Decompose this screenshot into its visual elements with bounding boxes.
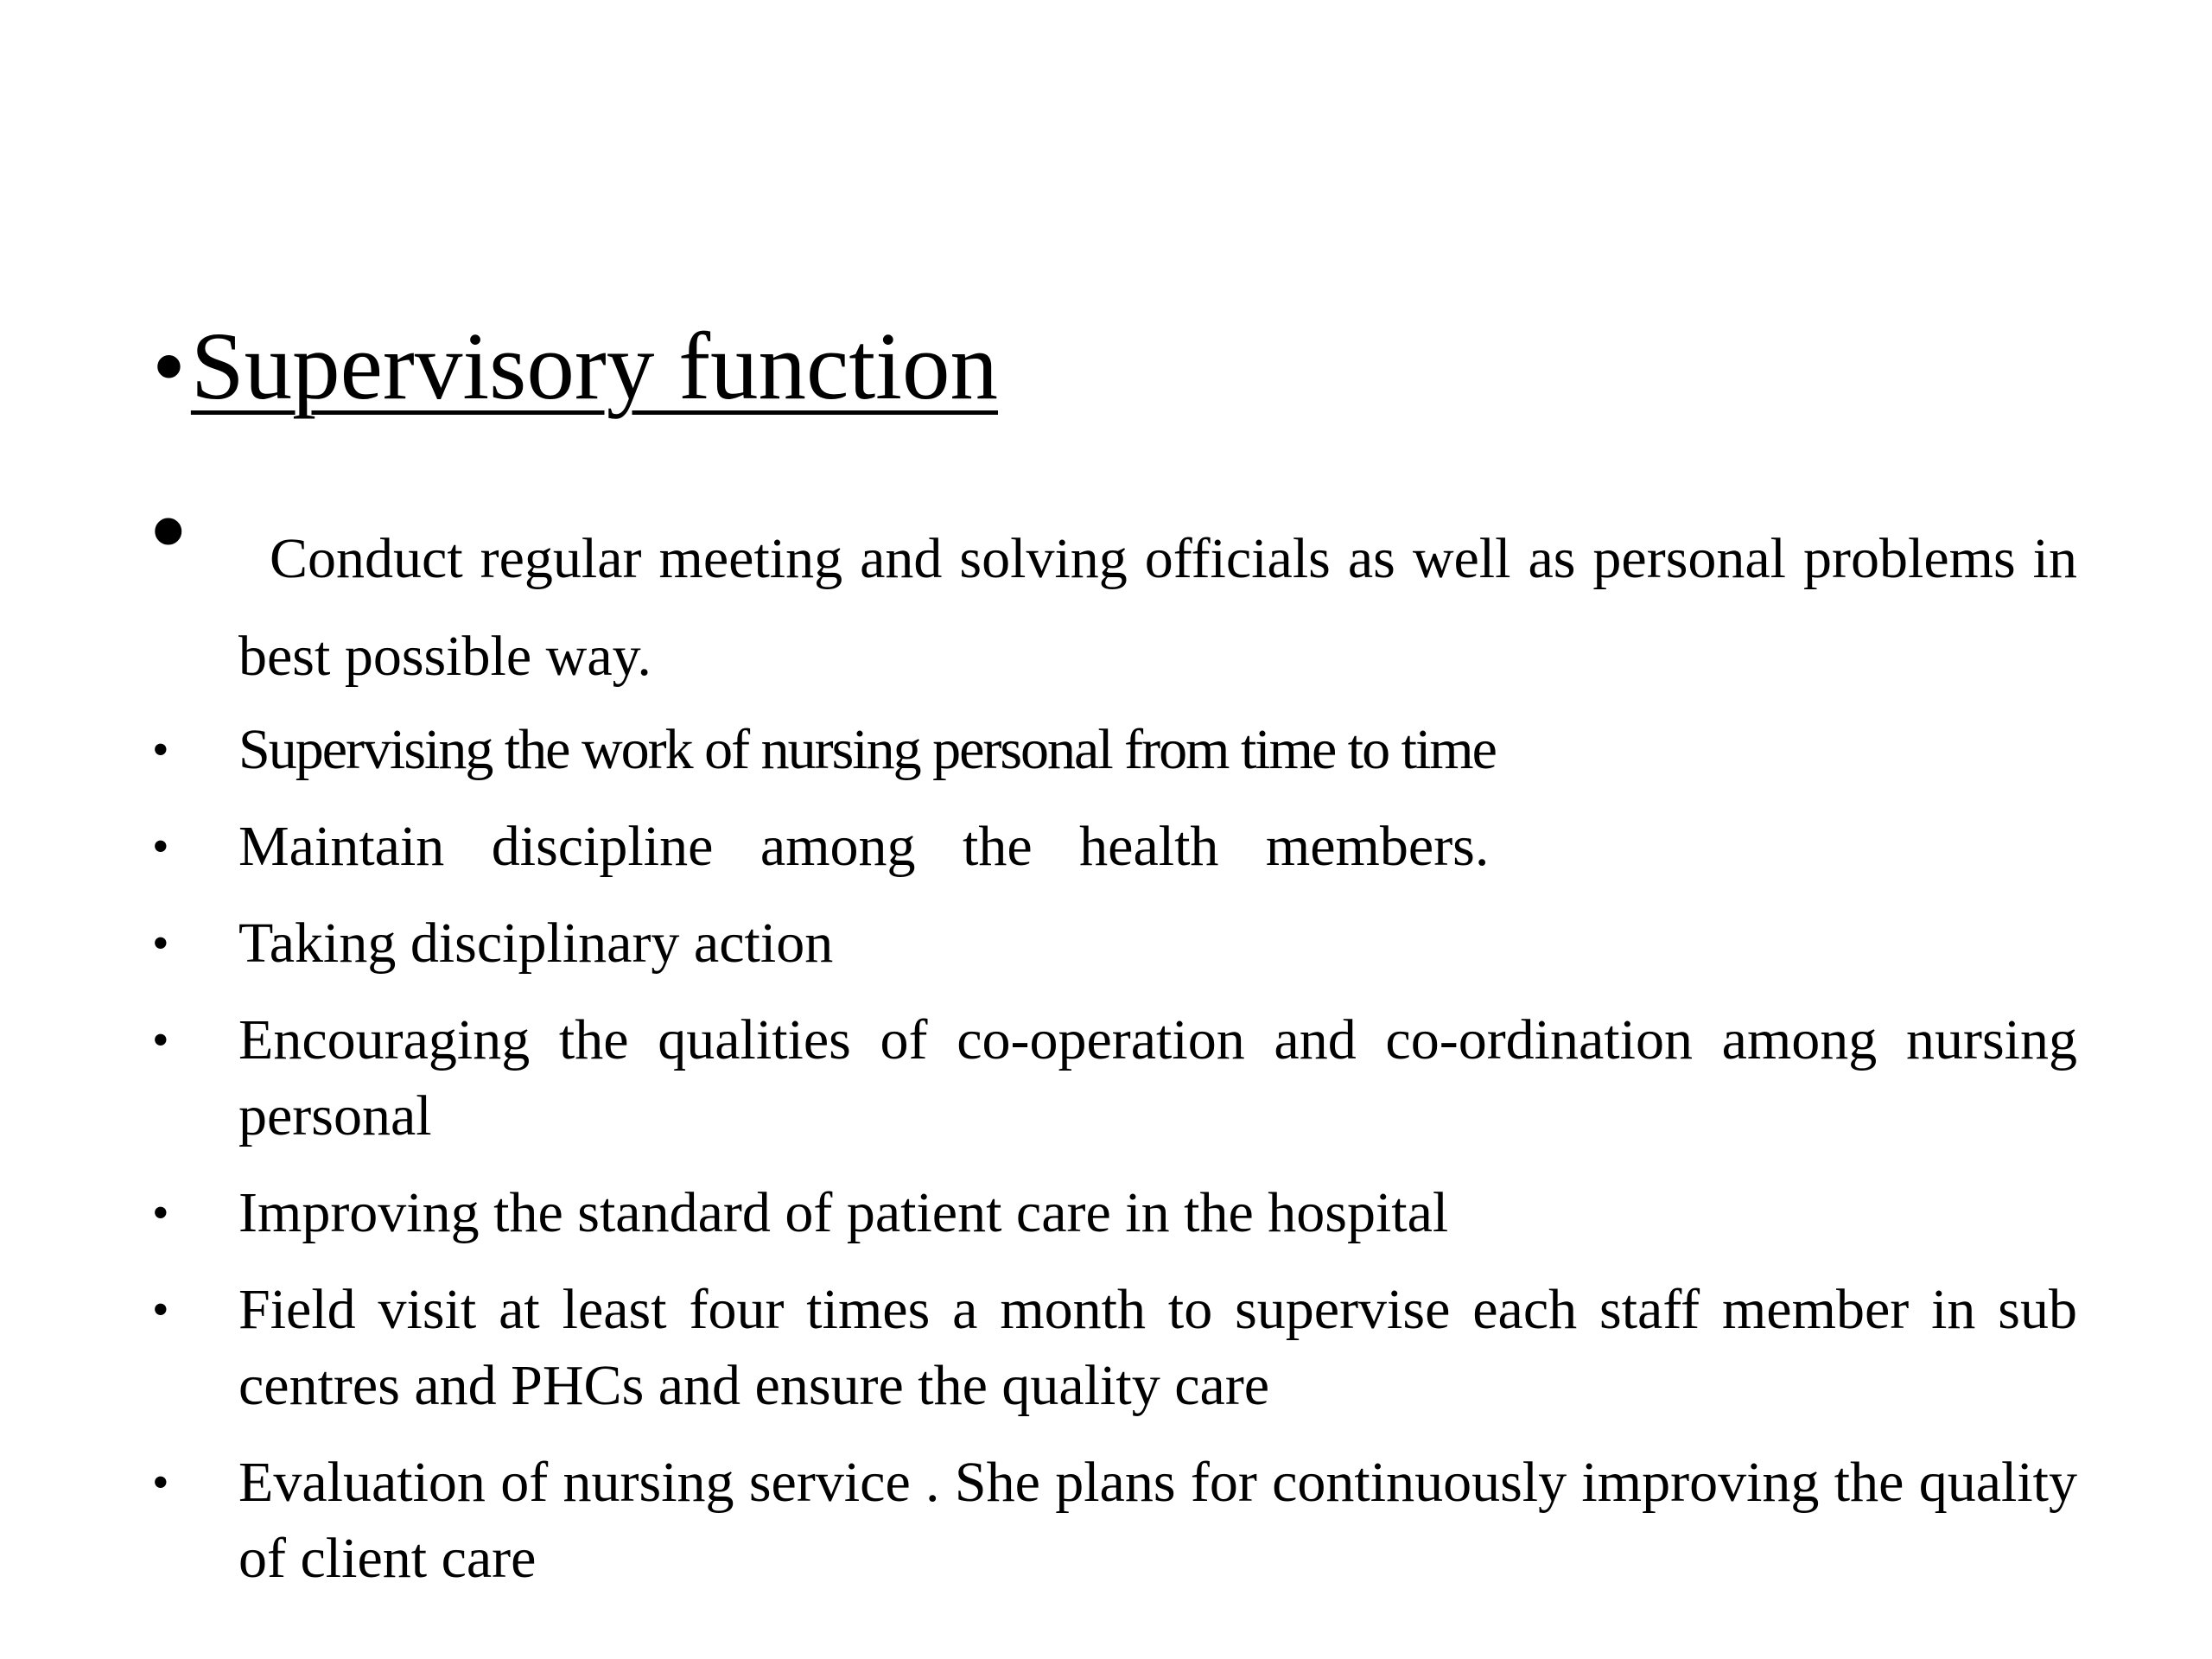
- list-bullet: •: [152, 1014, 169, 1067]
- list-item-text: Maintain discipline among the health members.: [238, 815, 1490, 878]
- heading-text: Supervisory function: [190, 314, 998, 420]
- list-bullet: •: [152, 1186, 169, 1240]
- list-bullet: •: [149, 469, 188, 594]
- list-item-text: Taking disciplinary action: [238, 912, 834, 975]
- slide-heading: [152, 307, 998, 428]
- list-item-text: Conduct regular meeting and solving officials as well as personal problems in best possible way.: [238, 527, 2077, 688]
- list-item-text: Improving the standard of patient care in the hospital: [238, 1181, 1449, 1244]
- list-item-text: Field visit at least four times a month to supervise each staff member in sub centres and PHCs and ensure the quality care: [238, 1278, 2077, 1417]
- list-bullet: •: [152, 917, 169, 970]
- list-bullet: •: [152, 1283, 169, 1337]
- list-item-text: Encouraging the qualities of co-operation and co-ordination among nursing personal: [238, 1008, 2077, 1147]
- heading-bullet: •: [152, 314, 186, 420]
- list-bullet: •: [152, 1456, 169, 1510]
- list-bullet: •: [152, 820, 169, 874]
- list-bullet: •: [152, 723, 169, 777]
- list-item-text: Supervising the work of nursing personal from time to time: [238, 718, 1496, 781]
- list-item-text: Evaluation of nursing service . She plans for continuously improving the quality of client care: [238, 1451, 2077, 1590]
